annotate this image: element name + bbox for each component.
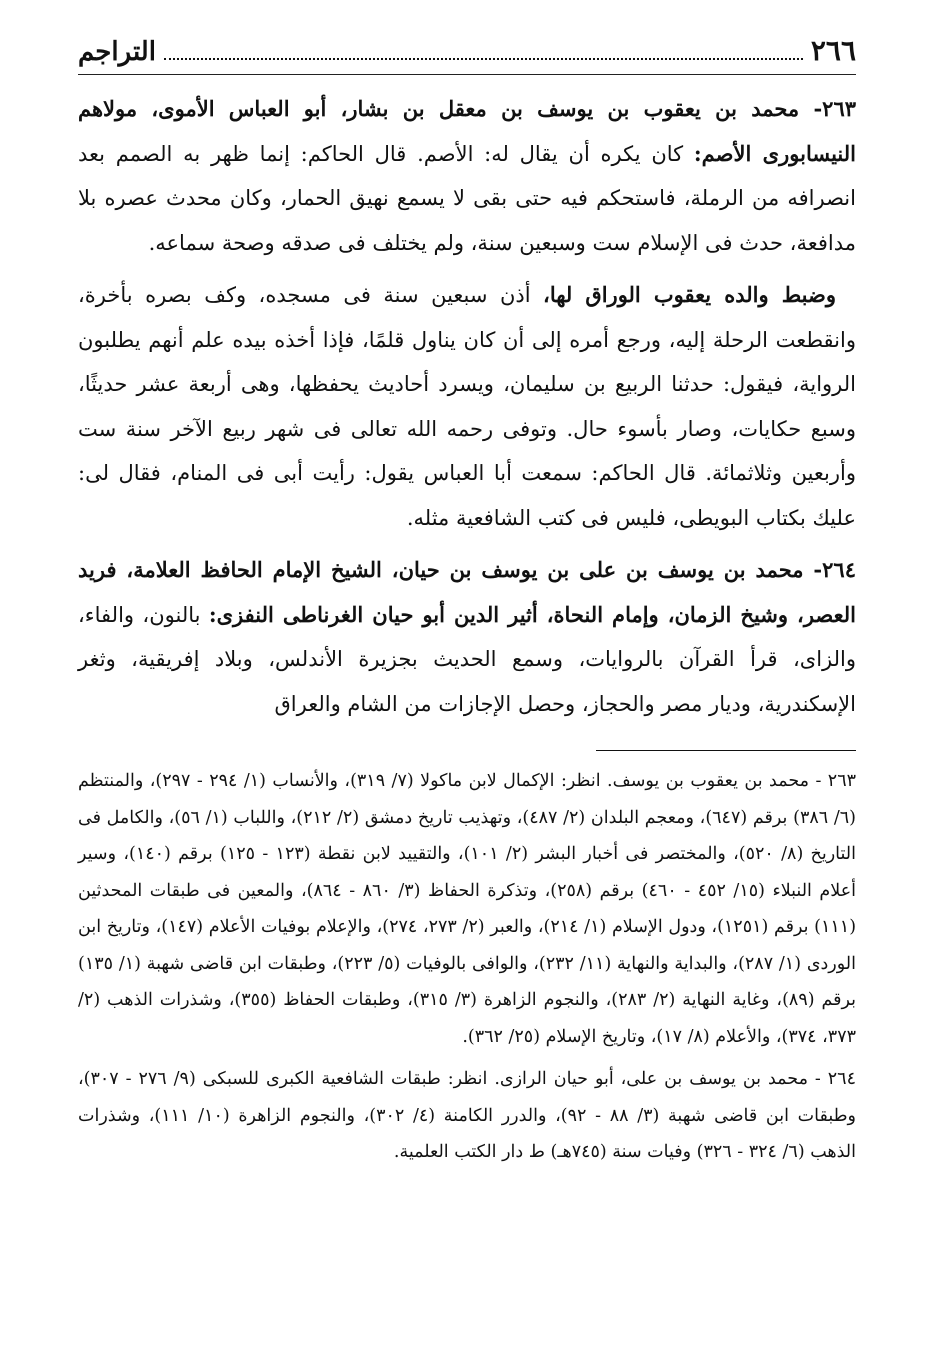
biography-263: [78, 87, 856, 265]
paragraph-2-lead: وضبط والده يعقوب الوراق لها،: [543, 282, 836, 307]
page-header: [78, 34, 856, 75]
main-text: [78, 87, 856, 726]
footnote-263: ٢٦٣ - محمد بن يعقوب بن يوسف. انظر: الإكمال لابن ماكولا (٧/ ٣١٩)، والأنساب (١/ ٢٩٤ - ٢٩٧)، والمنتظم (٦/ ٣٨٦) برقم (٦٤٧)، ومعجم البلدان (٢/ ٤٨٧)، وتهذيب تاريخ دمشق (٢/ ٢١٢)، واللباب (١/ ٥٦)، والكامل فى التاريخ (٨/ ٥٢٠)، والمختصر فى أخبار البشر (٢/ ١٠١)، والتقييد لابن نقطة (١٢٣ - ١٢٥) برقم (١٤٠)، وسير أعلام النبلاء (١٥/ ٤٥٢ - ٤٦٠) برقم (٢٥٨)، وتذكرة الحفاظ (٣/ ٨٦٠ - ٨٦٤)، والمعين فى طبقات المحدثين (١١١) برقم (١٢٥١)، ودول الإسلام (١/ ٢١٤)، والعبر (٢/ ٢٧٣، ٢٧٤)، والإعلام بوفيات الأعلام (١٤٧)، وتاريخ ابن الوردى (١/ ٢٨٧)، والبداية والنهاية (١١/ ٢٣٢)، والوافى بالوفيات (٥/ ٢٢٣)، وطبقات ابن قاضى شهبة (١/ ١٣٥) برقم (٨٩)، وغاية النهاية (٢/ ٢٨٣)، والنجوم الزاهرة (٣/ ٣١٥)، وطبقات الحفاظ (٣٥٥)، وشذرات الذهب (٢/ ٣٧٣، ٣٧٤)، والأعلام (٨/ ١٧)، وتاريخ الإسلام (٢٥/ ٣٦٢).: [78, 771, 857, 1047]
footnote-264: ٢٦٤ - محمد بن يوسف بن على، أبو حيان الرازى. انظر: طبقات الشافعية الكبرى للسبكى (٩/ ٢٧٦ - ٣٠٧)، وطبقات ابن قاضى شهبة (٣/ ٨٨ - ٩٢)، والدرر الكامنة (٤/ ٣٠٢)، والنجوم الزاهرة (١٠/ ١١١)، وشذرات الذهب (٦/ ٣٢٤ - ٣٢٦) وفيات سنة (٧٤٥هـ) ط دار الكتب العلمية.: [78, 1069, 856, 1162]
header-dotted-leader: [164, 58, 803, 60]
entry-number-263: ٢٦٣-: [799, 96, 857, 121]
entry-text-263: كان يكره أن يقال له: الأصم. قال الحاكم: إنما ظهر به الصمم بعد انصرافه من الرملة، فاستحكم فيه حتى بقى لا يسمع نهيق الحمار، وكان محدث عصره بلا مدافعة، حدث فى الإسلام ست وسبعين سنة، ولم يختلف فى صدقه وصحة سماعه.: [78, 141, 856, 255]
entry-name-263: محمد بن يعقوب بن يوسف بن معقل بن بشار، أبو العباس الأموى، مولاهم النيسابورى الأصم:: [78, 96, 856, 166]
entry-name-264: محمد بن يوسف بن على بن يوسف بن حيان، الشيخ الإمام الحافظ العلامة، فريد العصر، وشيخ الزمان، وإمام النحاة، أثير الدين أبو حيان الغرناطى النفزى:: [78, 557, 856, 627]
entry-number-264: ٢٦٤-: [803, 557, 856, 582]
footnotes: [78, 763, 856, 1171]
biography-264: [78, 548, 856, 726]
biography-263-paragraph-2: [78, 273, 856, 540]
page-number: ٢٦٦: [810, 34, 856, 67]
entry-text-264: بالنون، والفاء، والزاى، قرأ القرآن بالروايات، وسمع الحديث بجزيرة الأندلس، وبلاد إفريقية، وثغر الإسكندرية، وديار مصر والحجاز، وحصل الإجازات من الشام والعراق: [78, 602, 856, 716]
running-title: التراجم: [78, 37, 156, 67]
paragraph-2-text: أذن سبعين سنة فى مسجده، وكف بصره بأخرة، وانقطعت الرحلة إليه، ورجع أمره إلى أن كان يناول قلمًا، فإذا أخذه بيده علم أنهم يطلبون الرواية، فيقول: حدثنا الربيع بن سليمان، ويسرد أحاديث يحفظها، وهى أربعة عشر حديثًا، وسبع حكايات، وصار بأسوء حال. وتوفى رحمه الله تعالى فى شهر ربيع الآخر سنة ست وأربعين وثلاثمائة. قال الحاكم: سمعت أبا العباس يقول: رأيت أبى فى المنام، فقال لى: عليك بكتاب البويطى، فليس فى كتب الشافعية مثله.: [78, 283, 856, 530]
footnote-separator: [596, 750, 856, 751]
